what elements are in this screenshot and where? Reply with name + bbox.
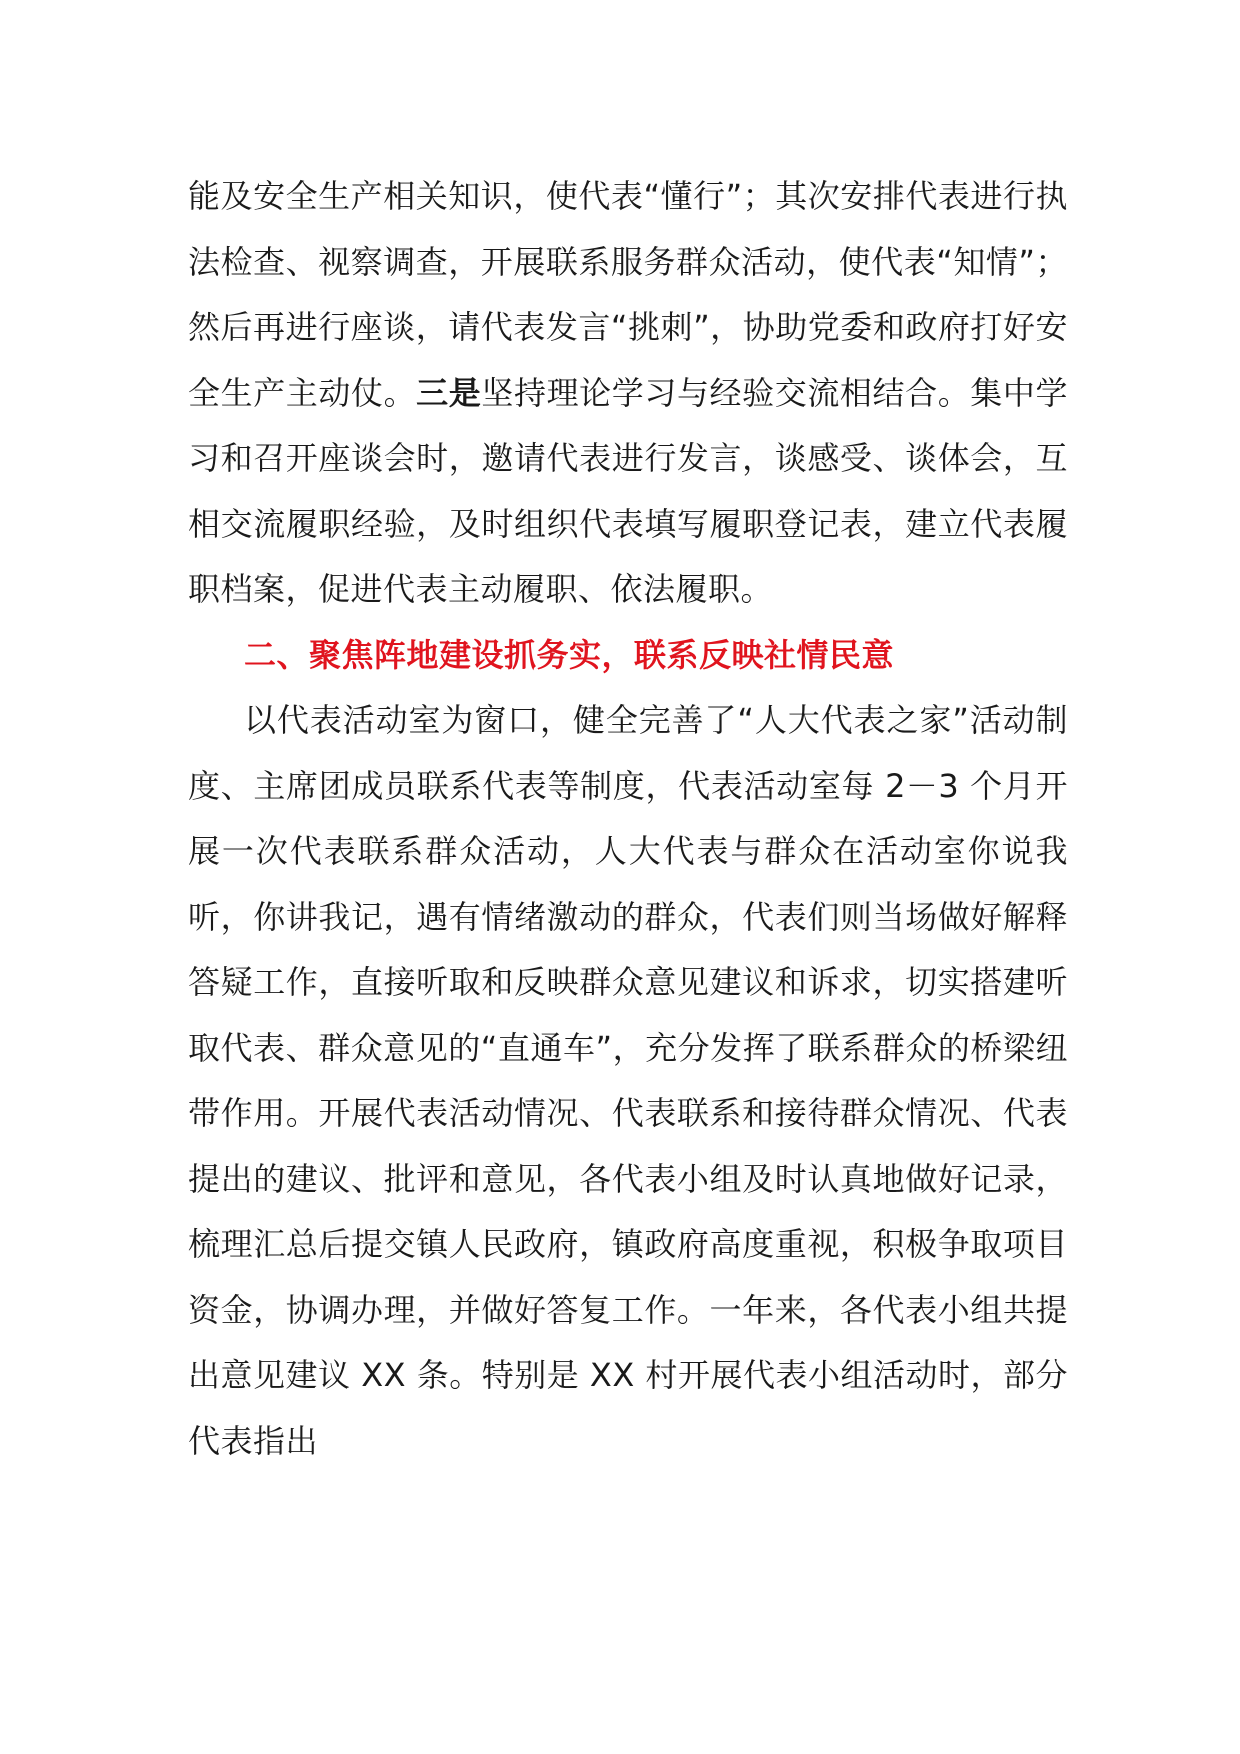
- section-heading: 二、聚焦阵地建设抓务实，联系反映社情民意: [244, 635, 895, 674]
- paragraph: 以代表活动室为窗口，健全完善了“人大代表之家”活动制度、主席团成员联系代表等制度，代表活动室每 2－3 个月开展一次代表联系群众活动，人大代表与群众在活动室你说我听，你讲我记，遇有情绪激动的群众，代表们则当场做好解释答疑工作，直接听取和反映群众意见建议和诉求，切实搭建听取代表、群众意见的“直通车”，充分发挥了联系群众的桥梁纽带作用。开展代表活动情况、代表联系和接待群众情况、代表提出的建议、批评和意见，各代表小组及时认真地做好记录，梳理汇总后提交镇人民政府，镇政府高度重视，积极争取项目资金，协调办理，并做好答复工作。一年来，各代表小组共提出意见建议 XX 条。特别是 XX 村开展代表小组活动时，部分代表指出: [188, 701, 1068, 1460]
- paragraph-text: 坚持理论学习与经验交流相结合。集中学习和召开座谈会时，邀请代表进行发言，谈感受、谈体会，互相交流履职经验，及时组织代表填写履职登记表，建立代表履职档案，促进代表主动履职、依法履职。: [188, 373, 1068, 608]
- paragraph-text: 能及安全生产相关知识，使代表“懂行”；其次安排代表进行执法检查、视察调查，开展联系服务群众活动，使代表“知情”；然后再进行座谈，请代表发言“挑刺”，协助党委和政府打好安全生产主动仗。: [188, 177, 1068, 412]
- document-body: [188, 164, 1068, 1474]
- paragraph-continued: [188, 164, 1068, 623]
- bold-lead-text: 三是: [416, 373, 482, 412]
